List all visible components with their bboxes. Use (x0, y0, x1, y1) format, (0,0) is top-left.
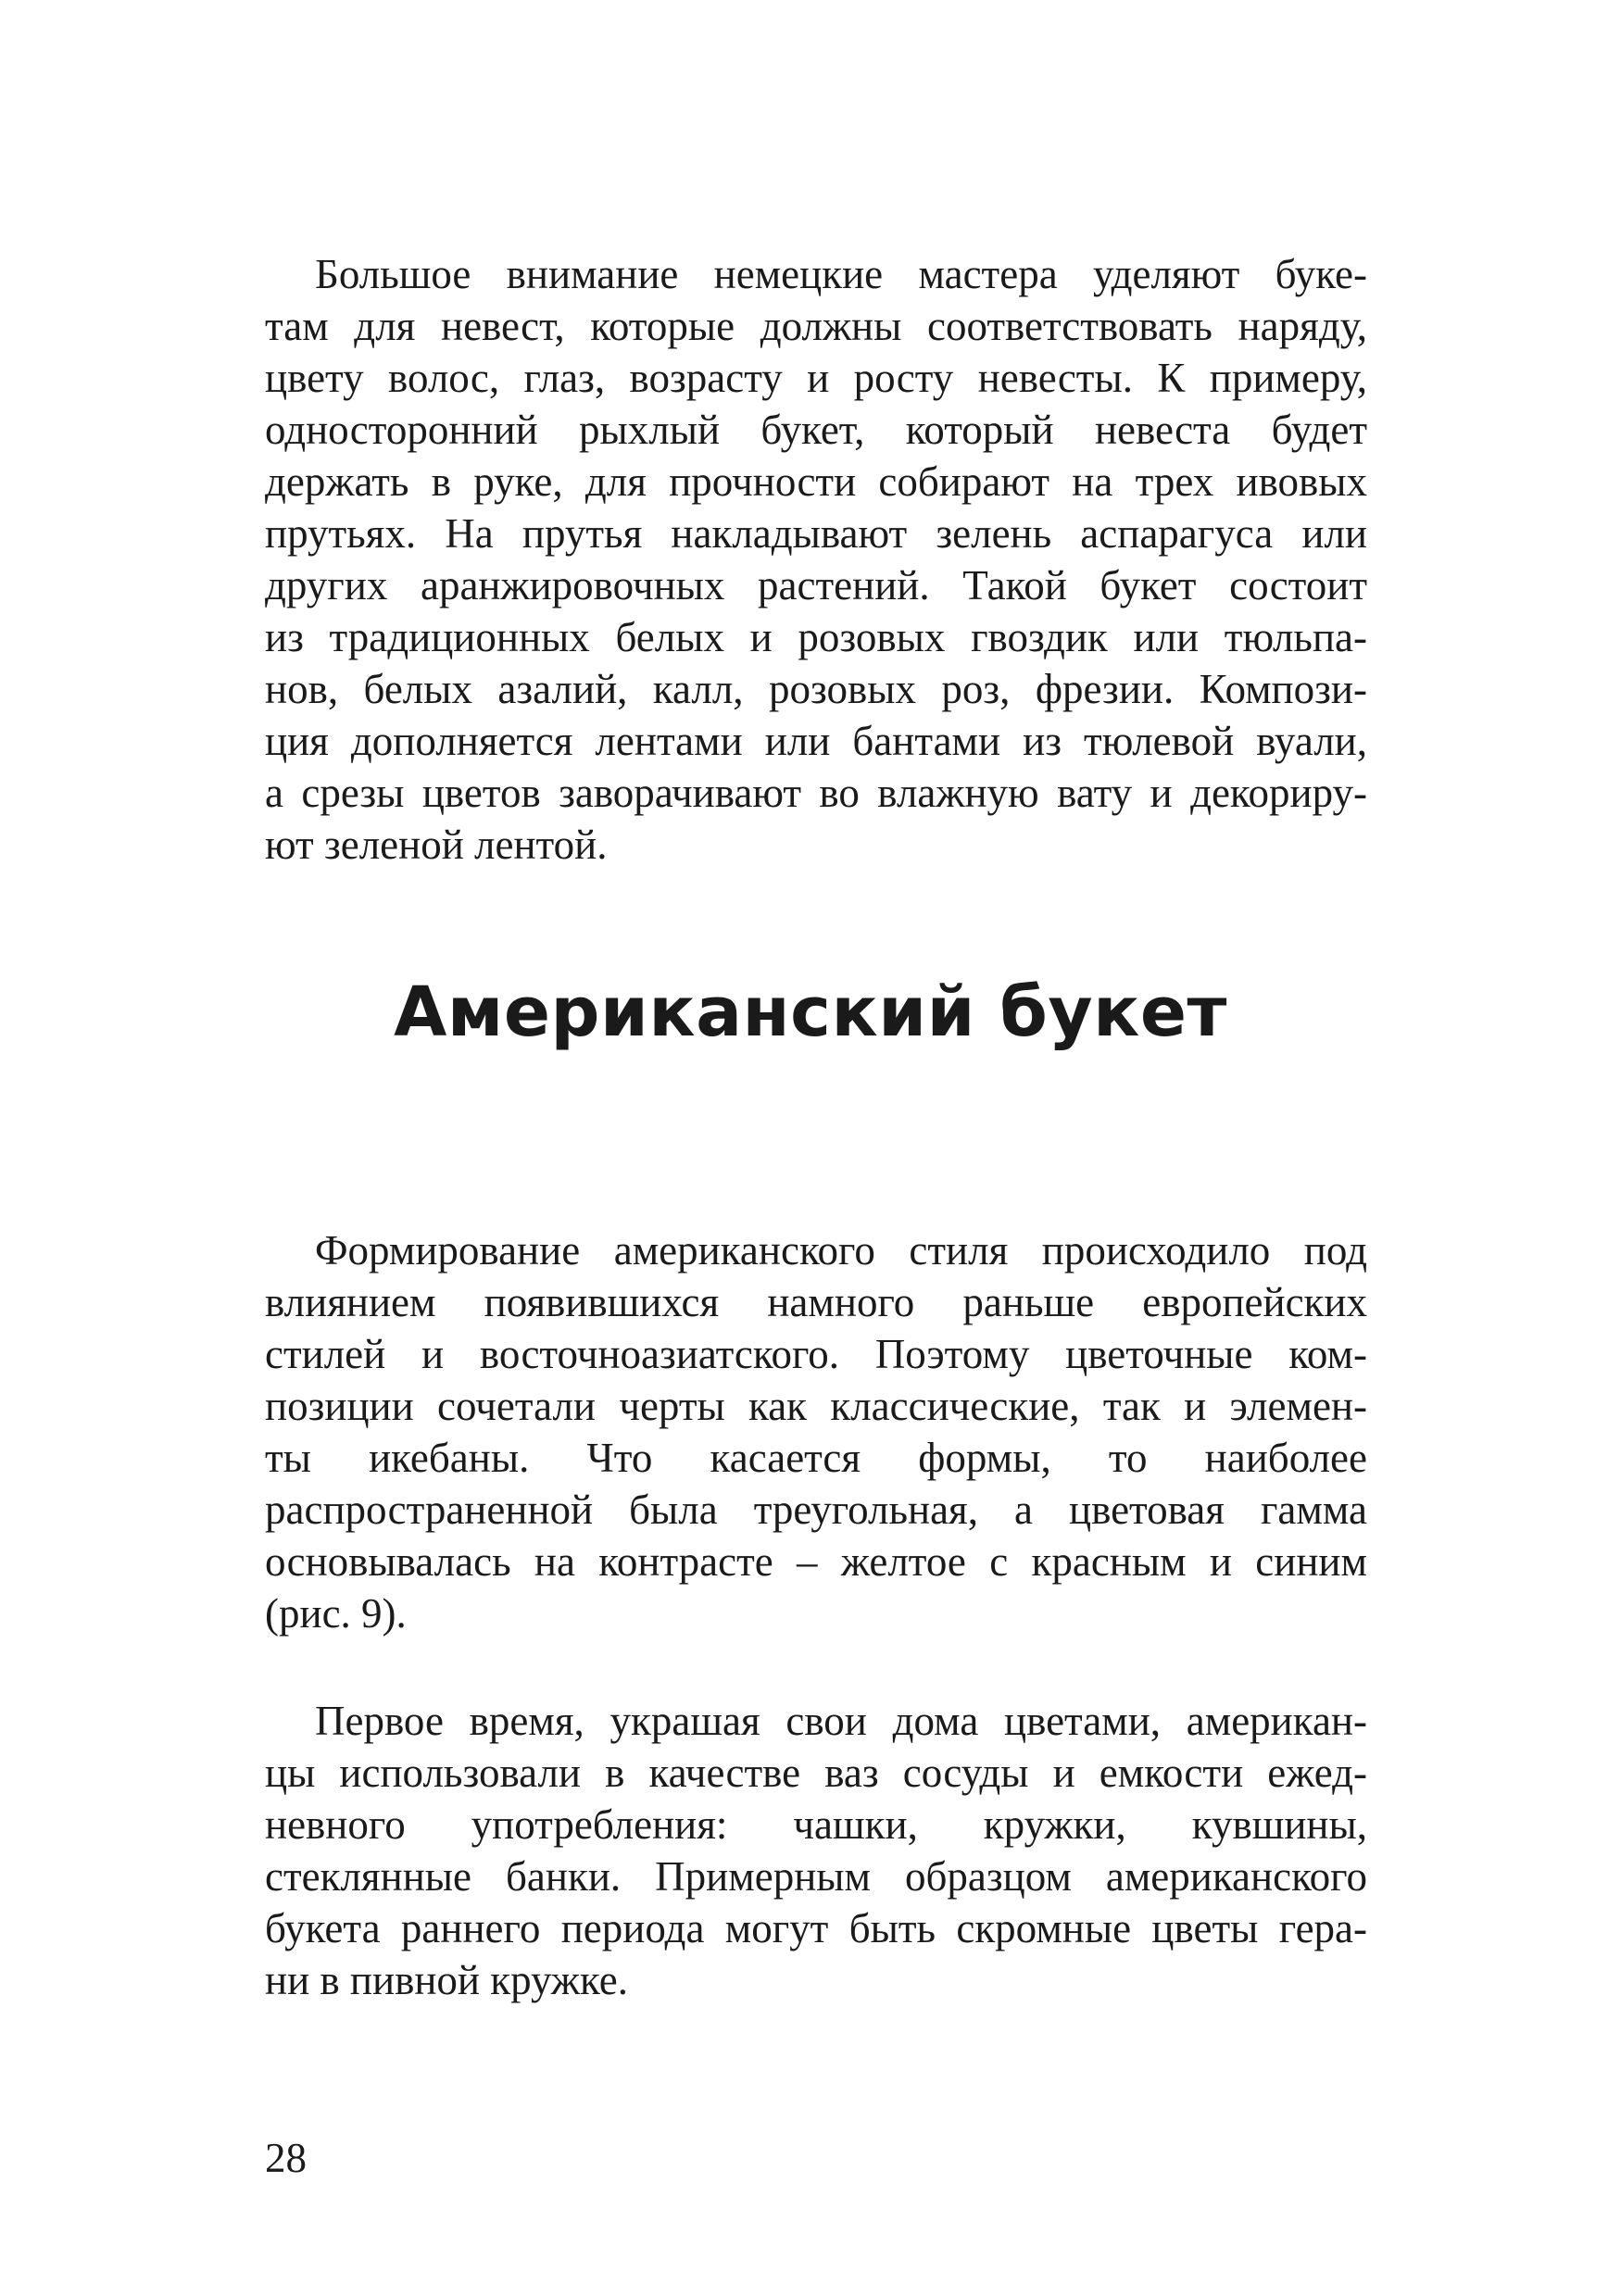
paragraph-line: там для невест, которые должны соответствовать наряду, (265, 303, 1367, 349)
paragraph-bridal-bouquets (265, 248, 1367, 871)
paragraph-line: стеклянные банки. Примерным образцом американского (265, 1853, 1367, 1900)
paragraph-line: (рис. 9). (265, 1590, 407, 1637)
paragraph-american-style (265, 1224, 1367, 1639)
paragraph-line: других аранжировочных растений. Такой букет состоит (265, 562, 1367, 609)
paragraph-early-period (265, 1695, 1367, 2006)
page-number: 28 (265, 2135, 307, 2181)
paragraph-line: нов, белых азалий, калл, розовых роз, фрезии. Компози- (265, 666, 1367, 712)
paragraph-line: основывалась на контрасте – желтое с красным и синим (265, 1538, 1367, 1585)
paragraph-line: ция дополняется лентами или бантами из тюлевой вуали, (265, 718, 1367, 764)
paragraph-line: ты икебаны. Что касается формы, то наиболее (265, 1435, 1367, 1481)
section-heading: Американский букет (394, 972, 1227, 1052)
paragraph-line: цвету волос, глаз, возрасту и росту невесты. К примеру, (265, 355, 1367, 401)
paragraph-line: букета раннего периода могут быть скромные цветы гера- (265, 1905, 1367, 1951)
paragraph-line: Первое время, украшая свои дома цветами, американ- (315, 1698, 1367, 1744)
paragraph-line: влиянием появившихся намного раньше европейских (265, 1279, 1367, 1325)
paragraph-line: ют зеленой лентой. (265, 822, 608, 868)
paragraph-line: а срезы цветов заворачивают во влажную вату и декориру- (265, 770, 1367, 816)
paragraph-line: из традиционных белых и розовых гвоздик или тюльпа- (265, 614, 1367, 660)
paragraph-line: Большое внимание немецкие мастера уделяют буке- (315, 251, 1367, 297)
paragraph-line: невного употребления: чашки, кружки, кувшины, (265, 1801, 1367, 1848)
paragraph-line: односторонний рыхлый букет, который невеста будет (265, 407, 1367, 453)
paragraph-line: ни в пивной кружке. (265, 1957, 628, 2003)
paragraph-line: Формирование американского стиля происходило под (315, 1227, 1367, 1273)
paragraph-line: цы использовали в качестве ваз сосуды и емкости ежед- (265, 1750, 1367, 1796)
paragraph-line: стилей и восточноазиатского. Поэтому цветочные ком- (265, 1331, 1367, 1377)
paragraph-line: прутьях. На прутья накладывают зелень аспарагуса или (265, 510, 1367, 557)
paragraph-line: распространенной была треугольная, а цветовая гамма (265, 1487, 1367, 1533)
paragraph-line: держать в руке, для прочности собирают на трех ивовых (265, 458, 1367, 505)
paragraph-line: позиции сочетали черты как классические, так и элемен- (265, 1383, 1367, 1429)
